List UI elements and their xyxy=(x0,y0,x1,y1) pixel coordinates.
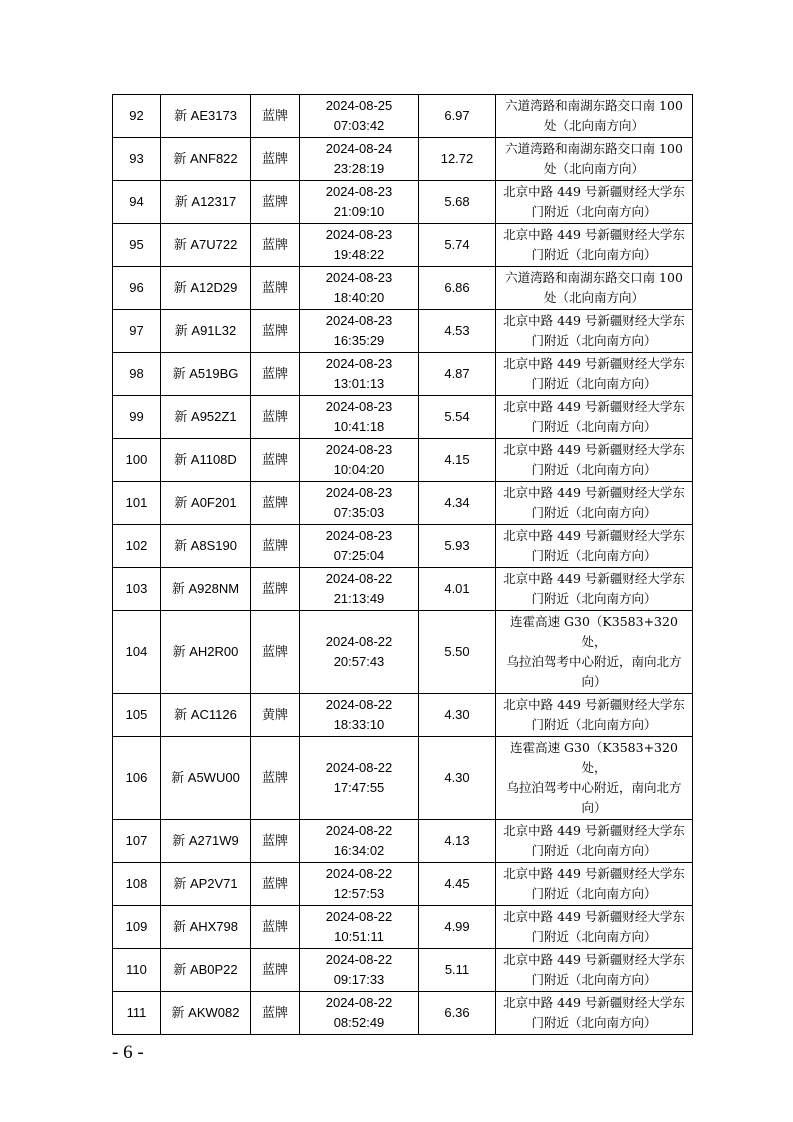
location-line: 北京中路 449 号新疆财经大学东 xyxy=(503,356,685,371)
page-number: - 6 - xyxy=(112,1042,144,1063)
time-text: 21:13:49 xyxy=(333,591,385,606)
plate-color-cell: 蓝牌 xyxy=(251,992,300,1035)
date-text: 2024-08-22 xyxy=(325,995,393,1010)
plate-color-cell: 蓝牌 xyxy=(251,737,300,820)
row-number-cell: 92 xyxy=(113,95,161,138)
location-cell xyxy=(496,138,693,181)
row-number-cell: 99 xyxy=(113,396,161,439)
plate-number-cell: 新 AB0P22 xyxy=(161,949,251,992)
value-cell: 5.50 xyxy=(419,611,496,694)
table-body xyxy=(113,95,693,1035)
plate-color-cell: 蓝牌 xyxy=(251,95,300,138)
plate-color-cell: 蓝牌 xyxy=(251,482,300,525)
time-text: 19:48:22 xyxy=(333,247,385,262)
date-text: 2024-08-23 xyxy=(325,528,393,543)
location-cell xyxy=(496,737,693,820)
location-line: 北京中路 449 号新疆财经大学东 xyxy=(503,995,685,1010)
plate-number-cell: 新 A5WU00 xyxy=(161,737,251,820)
datetime-cell xyxy=(300,439,419,482)
location-line: 连霍高速 G30（K3583+320 处， xyxy=(510,614,678,649)
plate-number-cell: 新 AC1126 xyxy=(161,694,251,737)
datetime-cell xyxy=(300,694,419,737)
time-text: 08:52:49 xyxy=(333,1015,385,1030)
value-cell: 4.99 xyxy=(419,906,496,949)
row-number-cell: 108 xyxy=(113,863,161,906)
table-row xyxy=(113,267,693,310)
records-table-container xyxy=(112,94,692,1035)
location-line: 北京中路 449 号新疆财经大学东 xyxy=(503,184,685,199)
location-line: 北京中路 449 号新疆财经大学东 xyxy=(503,866,685,881)
row-number-cell: 94 xyxy=(113,181,161,224)
time-text: 17:47:55 xyxy=(333,780,385,795)
time-text: 20:57:43 xyxy=(333,654,385,669)
location-cell xyxy=(496,439,693,482)
violation-records-table xyxy=(112,94,693,1035)
date-text: 2024-08-23 xyxy=(325,485,393,500)
date-text: 2024-08-24 xyxy=(325,141,393,156)
time-text: 16:34:02 xyxy=(333,843,385,858)
time-text: 23:28:19 xyxy=(333,161,385,176)
time-text: 18:33:10 xyxy=(333,717,385,732)
location-line: 向） xyxy=(581,674,607,689)
date-text: 2024-08-22 xyxy=(325,866,393,881)
location-line: 北京中路 449 号新疆财经大学东 xyxy=(503,485,685,500)
table-row xyxy=(113,737,693,820)
location-cell xyxy=(496,568,693,611)
time-text: 07:25:04 xyxy=(333,548,385,563)
location-cell xyxy=(496,992,693,1035)
plate-number-cell: 新 AH2R00 xyxy=(161,611,251,694)
datetime-cell xyxy=(300,181,419,224)
datetime-cell xyxy=(300,95,419,138)
table-row xyxy=(113,138,693,181)
row-number-cell: 101 xyxy=(113,482,161,525)
location-line: 北京中路 449 号新疆财经大学东 xyxy=(503,571,685,586)
plate-color-cell: 蓝牌 xyxy=(251,863,300,906)
plate-number-cell: 新 AHX798 xyxy=(161,906,251,949)
plate-color-cell: 黄牌 xyxy=(251,694,300,737)
plate-number-cell: 新 A952Z1 xyxy=(161,396,251,439)
location-line: 门附近（北向南方向） xyxy=(531,333,657,348)
location-line: 北京中路 449 号新疆财经大学东 xyxy=(503,442,685,457)
table-row xyxy=(113,820,693,863)
date-text: 2024-08-22 xyxy=(325,760,393,775)
location-line: 门附近（北向南方向） xyxy=(531,972,657,987)
plate-color-cell: 蓝牌 xyxy=(251,820,300,863)
location-cell xyxy=(496,482,693,525)
datetime-cell xyxy=(300,224,419,267)
table-row xyxy=(113,224,693,267)
value-cell: 4.13 xyxy=(419,820,496,863)
table-row xyxy=(113,694,693,737)
row-number-cell: 96 xyxy=(113,267,161,310)
value-cell: 4.30 xyxy=(419,694,496,737)
row-number-cell: 102 xyxy=(113,525,161,568)
row-number-cell: 106 xyxy=(113,737,161,820)
plate-number-cell: 新 A271W9 xyxy=(161,820,251,863)
location-cell xyxy=(496,224,693,267)
location-line: 北京中路 449 号新疆财经大学东 xyxy=(503,697,685,712)
location-line: 门附近（北向南方向） xyxy=(531,376,657,391)
plate-color-cell: 蓝牌 xyxy=(251,267,300,310)
value-cell: 6.97 xyxy=(419,95,496,138)
date-text: 2024-08-22 xyxy=(325,823,393,838)
plate-number-cell: 新 A519BG xyxy=(161,353,251,396)
value-cell: 4.34 xyxy=(419,482,496,525)
value-cell: 4.15 xyxy=(419,439,496,482)
date-text: 2024-08-23 xyxy=(325,227,393,242)
location-cell xyxy=(496,863,693,906)
table-row xyxy=(113,396,693,439)
location-line: 六道湾路和南湖东路交口南 100 xyxy=(505,98,683,113)
location-cell xyxy=(496,181,693,224)
datetime-cell xyxy=(300,737,419,820)
location-line: 门附近（北向南方向） xyxy=(531,591,657,606)
plate-color-cell: 蓝牌 xyxy=(251,611,300,694)
date-text: 2024-08-23 xyxy=(325,313,393,328)
date-text: 2024-08-22 xyxy=(325,697,393,712)
location-cell xyxy=(496,267,693,310)
value-cell: 12.72 xyxy=(419,138,496,181)
datetime-cell xyxy=(300,138,419,181)
location-line: 北京中路 449 号新疆财经大学东 xyxy=(503,227,685,242)
plate-color-cell: 蓝牌 xyxy=(251,224,300,267)
datetime-cell xyxy=(300,906,419,949)
row-number-cell: 107 xyxy=(113,820,161,863)
row-number-cell: 98 xyxy=(113,353,161,396)
date-text: 2024-08-22 xyxy=(325,952,393,967)
plate-number-cell: 新 ANF822 xyxy=(161,138,251,181)
datetime-cell xyxy=(300,820,419,863)
datetime-cell xyxy=(300,310,419,353)
date-text: 2024-08-25 xyxy=(325,98,393,113)
datetime-cell xyxy=(300,992,419,1035)
time-text: 10:41:18 xyxy=(333,419,385,434)
location-line: 连霍高速 G30（K3583+320 处， xyxy=(510,740,678,775)
time-text: 16:35:29 xyxy=(333,333,385,348)
plate-number-cell: 新 A8S190 xyxy=(161,525,251,568)
table-row xyxy=(113,95,693,138)
plate-color-cell: 蓝牌 xyxy=(251,353,300,396)
date-text: 2024-08-22 xyxy=(325,571,393,586)
plate-number-cell: 新 A12317 xyxy=(161,181,251,224)
location-line: 门附近（北向南方向） xyxy=(531,419,657,434)
value-cell: 6.86 xyxy=(419,267,496,310)
row-number-cell: 110 xyxy=(113,949,161,992)
row-number-cell: 97 xyxy=(113,310,161,353)
time-text: 09:17:33 xyxy=(333,972,385,987)
table-row xyxy=(113,568,693,611)
time-text: 12:57:53 xyxy=(333,886,385,901)
plate-color-cell: 蓝牌 xyxy=(251,310,300,353)
location-line: 门附近（北向南方向） xyxy=(531,886,657,901)
plate-number-cell: 新 A928NM xyxy=(161,568,251,611)
table-row xyxy=(113,525,693,568)
datetime-cell xyxy=(300,611,419,694)
plate-color-cell: 蓝牌 xyxy=(251,949,300,992)
datetime-cell xyxy=(300,353,419,396)
value-cell: 6.36 xyxy=(419,992,496,1035)
location-line: 处（北向南方向） xyxy=(543,118,644,133)
location-cell xyxy=(496,525,693,568)
location-line: 门附近（北向南方向） xyxy=(531,505,657,520)
plate-number-cell: 新 A0F201 xyxy=(161,482,251,525)
plate-color-cell: 蓝牌 xyxy=(251,138,300,181)
location-line: 六道湾路和南湖东路交口南 100 xyxy=(505,141,683,156)
plate-color-cell: 蓝牌 xyxy=(251,525,300,568)
table-row xyxy=(113,439,693,482)
location-cell xyxy=(496,95,693,138)
value-cell: 5.11 xyxy=(419,949,496,992)
table-row xyxy=(113,482,693,525)
plate-number-cell: 新 A1108D xyxy=(161,439,251,482)
date-text: 2024-08-23 xyxy=(325,442,393,457)
plate-number-cell: 新 A91L32 xyxy=(161,310,251,353)
row-number-cell: 111 xyxy=(113,992,161,1035)
table-row xyxy=(113,310,693,353)
time-text: 18:40:20 xyxy=(333,290,385,305)
location-cell xyxy=(496,906,693,949)
location-line: 乌拉泊驾考中心附近，南向北方 xyxy=(506,780,682,795)
location-cell xyxy=(496,396,693,439)
table-row xyxy=(113,611,693,694)
value-cell: 4.30 xyxy=(419,737,496,820)
row-number-cell: 105 xyxy=(113,694,161,737)
location-line: 门附近（北向南方向） xyxy=(531,929,657,944)
plate-color-cell: 蓝牌 xyxy=(251,906,300,949)
location-line: 北京中路 449 号新疆财经大学东 xyxy=(503,399,685,414)
time-text: 13:01:13 xyxy=(333,376,385,391)
value-cell: 5.93 xyxy=(419,525,496,568)
date-text: 2024-08-23 xyxy=(325,270,393,285)
date-text: 2024-08-23 xyxy=(325,184,393,199)
location-line: 门附近（北向南方向） xyxy=(531,462,657,477)
plate-number-cell: 新 AKW082 xyxy=(161,992,251,1035)
table-row xyxy=(113,906,693,949)
location-line: 门附近（北向南方向） xyxy=(531,548,657,563)
location-line: 北京中路 449 号新疆财经大学东 xyxy=(503,952,685,967)
location-line: 北京中路 449 号新疆财经大学东 xyxy=(503,313,685,328)
table-row xyxy=(113,949,693,992)
date-text: 2024-08-23 xyxy=(325,399,393,414)
location-cell xyxy=(496,611,693,694)
location-cell xyxy=(496,949,693,992)
plate-color-cell: 蓝牌 xyxy=(251,181,300,224)
time-text: 21:09:10 xyxy=(333,204,385,219)
location-cell xyxy=(496,353,693,396)
location-line: 门附近（北向南方向） xyxy=(531,1015,657,1030)
location-line: 门附近（北向南方向） xyxy=(531,204,657,219)
row-number-cell: 100 xyxy=(113,439,161,482)
date-text: 2024-08-22 xyxy=(325,909,393,924)
location-line: 处（北向南方向） xyxy=(543,161,644,176)
time-text: 10:04:20 xyxy=(333,462,385,477)
datetime-cell xyxy=(300,267,419,310)
location-line: 门附近（北向南方向） xyxy=(531,717,657,732)
row-number-cell: 109 xyxy=(113,906,161,949)
date-text: 2024-08-22 xyxy=(325,634,393,649)
time-text: 07:35:03 xyxy=(333,505,385,520)
location-line: 北京中路 449 号新疆财经大学东 xyxy=(503,528,685,543)
row-number-cell: 104 xyxy=(113,611,161,694)
table-row xyxy=(113,181,693,224)
location-line: 六道湾路和南湖东路交口南 100 xyxy=(505,270,683,285)
location-line: 乌拉泊驾考中心附近，南向北方 xyxy=(506,654,682,669)
value-cell: 5.74 xyxy=(419,224,496,267)
location-cell xyxy=(496,310,693,353)
time-text: 07:03:42 xyxy=(333,118,385,133)
location-cell xyxy=(496,694,693,737)
row-number-cell: 103 xyxy=(113,568,161,611)
location-line: 处（北向南方向） xyxy=(543,290,644,305)
time-text: 10:51:11 xyxy=(334,929,384,944)
value-cell: 5.54 xyxy=(419,396,496,439)
value-cell: 5.68 xyxy=(419,181,496,224)
table-row xyxy=(113,992,693,1035)
plate-color-cell: 蓝牌 xyxy=(251,396,300,439)
row-number-cell: 93 xyxy=(113,138,161,181)
datetime-cell xyxy=(300,525,419,568)
plate-number-cell: 新 A12D29 xyxy=(161,267,251,310)
value-cell: 4.45 xyxy=(419,863,496,906)
datetime-cell xyxy=(300,863,419,906)
location-cell xyxy=(496,820,693,863)
date-text: 2024-08-23 xyxy=(325,356,393,371)
location-line: 北京中路 449 号新疆财经大学东 xyxy=(503,909,685,924)
datetime-cell xyxy=(300,482,419,525)
value-cell: 4.01 xyxy=(419,568,496,611)
plate-number-cell: 新 A7U722 xyxy=(161,224,251,267)
plate-color-cell: 蓝牌 xyxy=(251,568,300,611)
location-line: 北京中路 449 号新疆财经大学东 xyxy=(503,823,685,838)
value-cell: 4.87 xyxy=(419,353,496,396)
plate-color-cell: 蓝牌 xyxy=(251,439,300,482)
row-number-cell: 95 xyxy=(113,224,161,267)
location-line: 向） xyxy=(581,800,607,815)
plate-number-cell: 新 AP2V71 xyxy=(161,863,251,906)
datetime-cell xyxy=(300,568,419,611)
location-line: 门附近（北向南方向） xyxy=(531,843,657,858)
table-row xyxy=(113,863,693,906)
plate-number-cell: 新 AE3173 xyxy=(161,95,251,138)
table-row xyxy=(113,353,693,396)
location-line: 门附近（北向南方向） xyxy=(531,247,657,262)
datetime-cell xyxy=(300,949,419,992)
datetime-cell xyxy=(300,396,419,439)
value-cell: 4.53 xyxy=(419,310,496,353)
